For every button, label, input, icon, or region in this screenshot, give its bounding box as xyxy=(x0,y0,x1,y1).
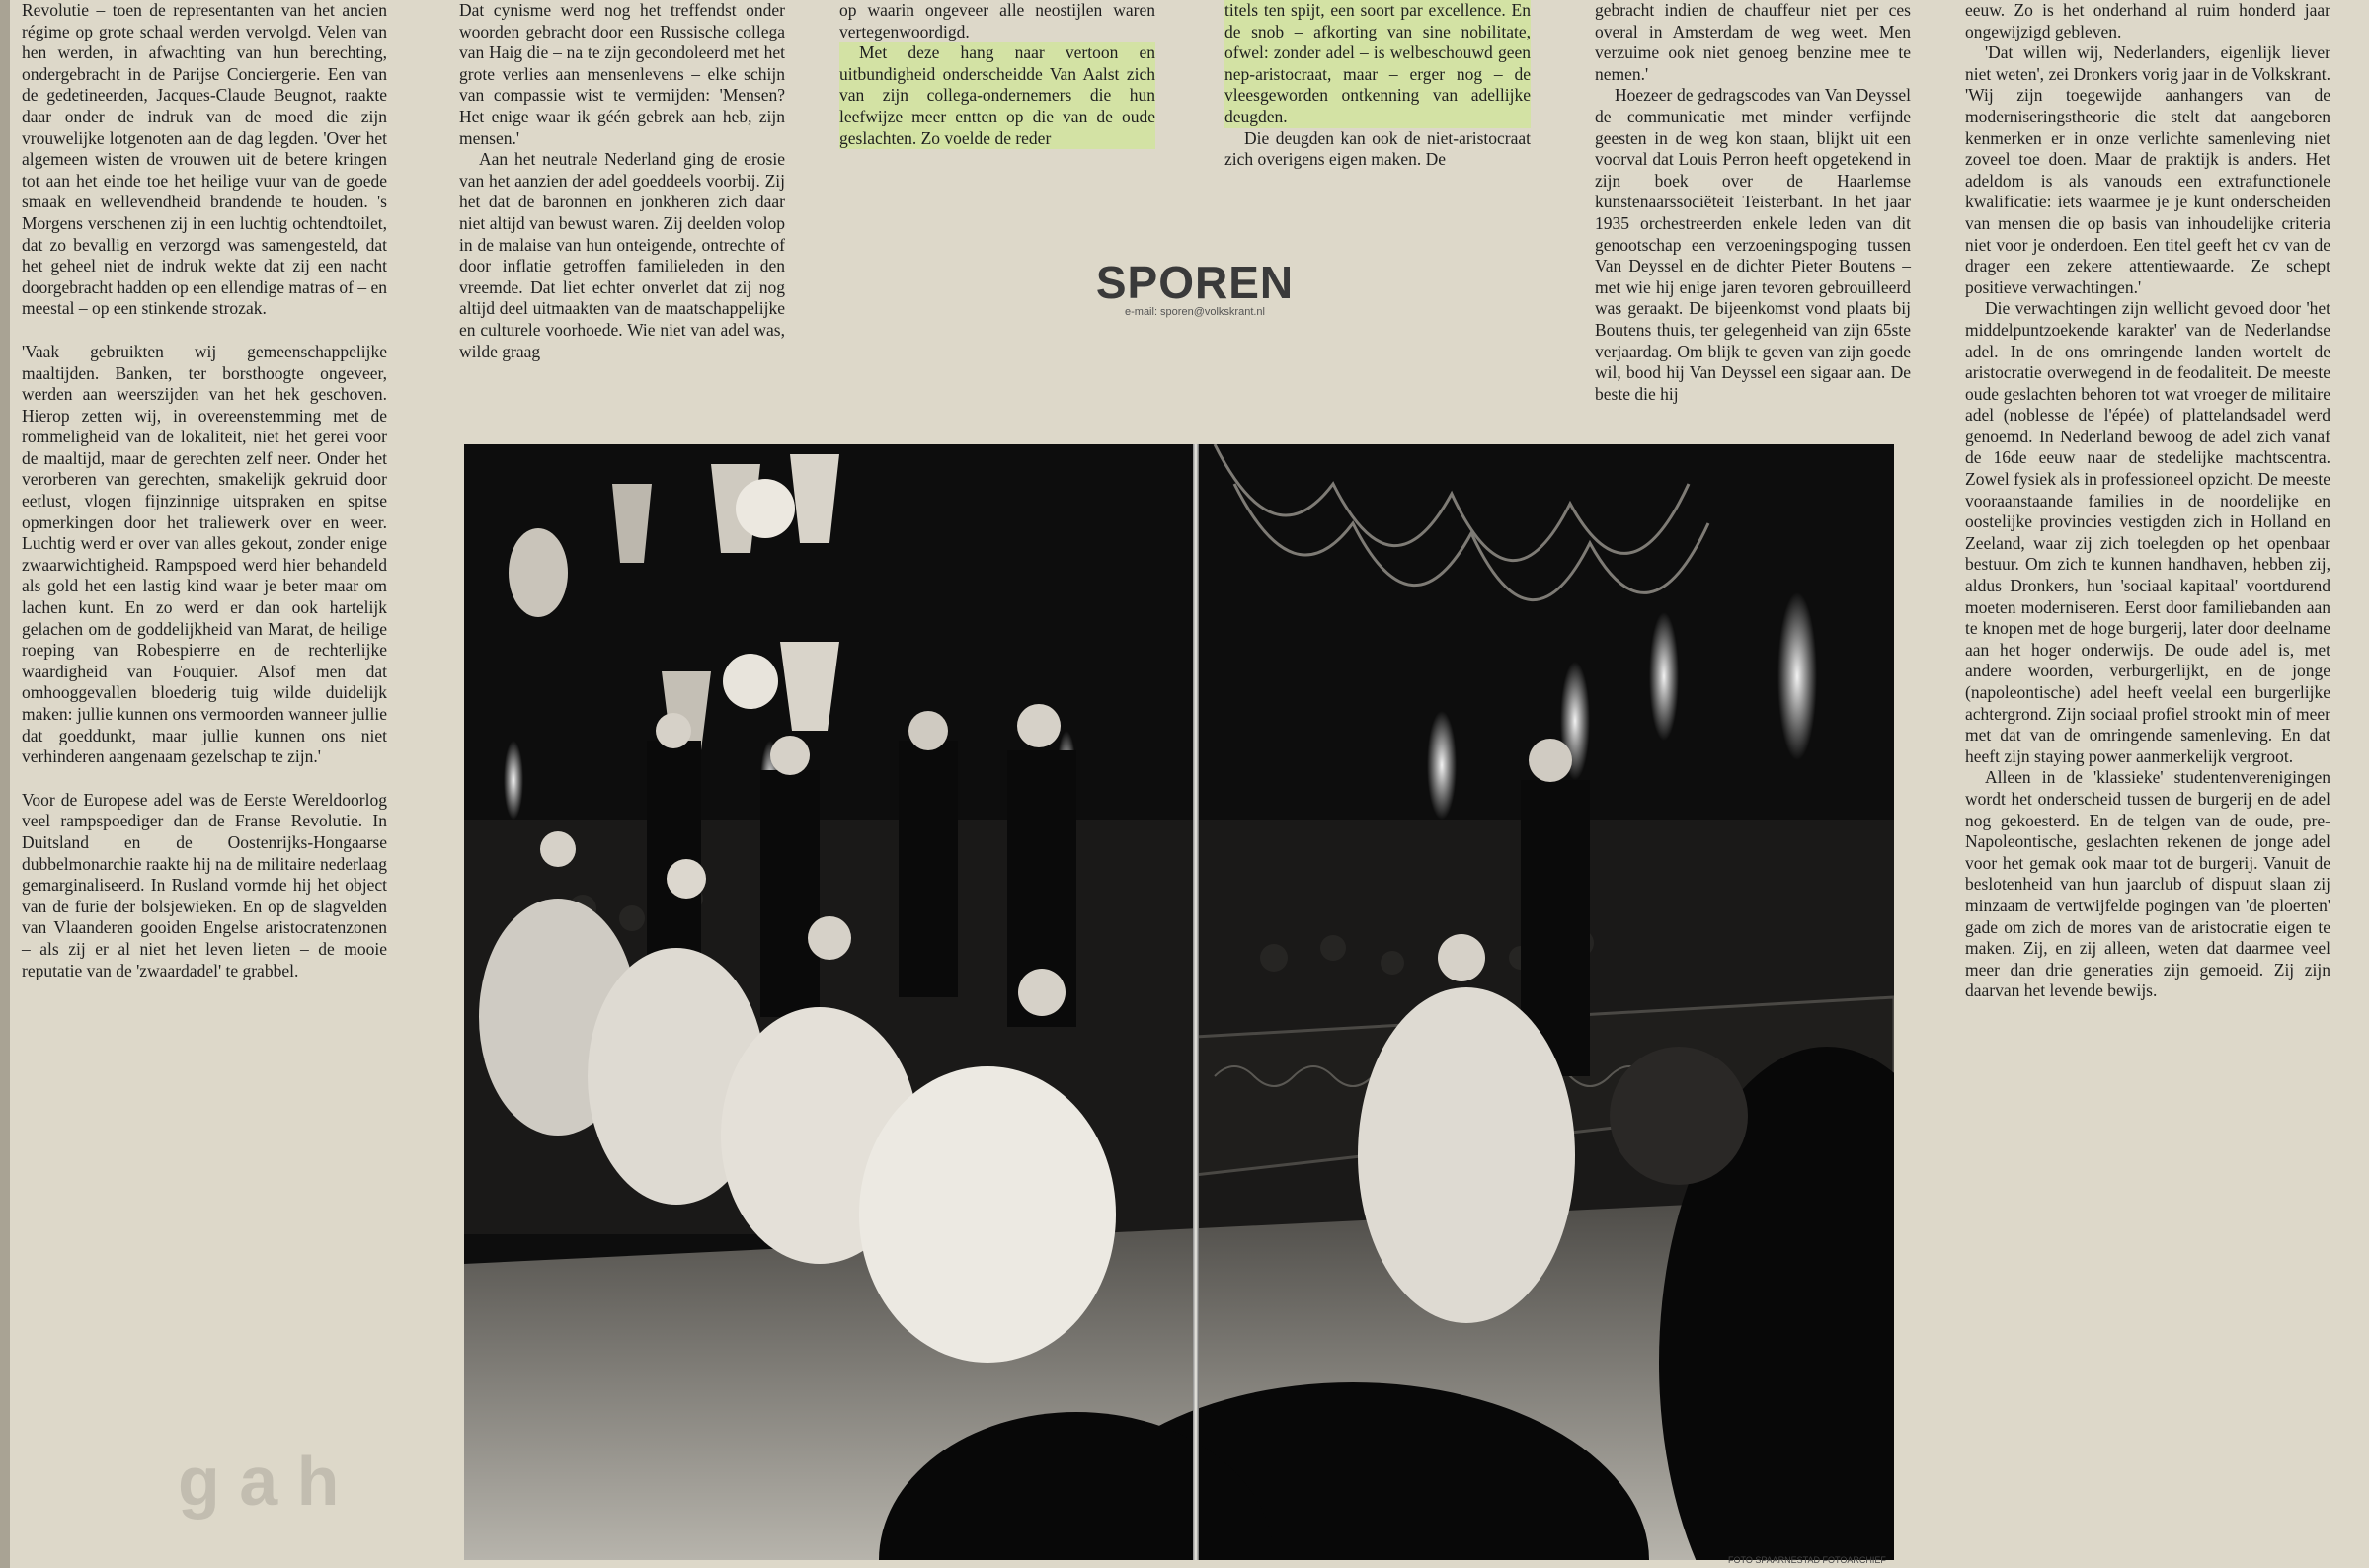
paragraph: Die deugden kan ook de niet-aristocraat zich overigens eigen maken. De xyxy=(1224,127,1531,170)
highlighted-paragraph: titels ten spijt, een soort par excellence. En de snob – afkorting van sine nobilitate, ofwel: zonder adel – is welbeschouwd geen nep-aristocraat, maar – erger nog – de vleesgeworden ontkenning van adellijke deugden. xyxy=(1224,0,1531,126)
paragraph: Hoezeer de gedragscodes van Van Deyssel de communicatie met minder verfijnde geesten in de weg kon staan, blijkt uit een voorval dat Louis Perron heeft opgetekend in zijn boek over de Haarlemse kunstenaarssociëteit Teisterbant. In het jaar 1935 orchestreerden enkele leden van dit genootschap een verzoeningspoging tussen Van Deyssel en de dichter Pieter Boutens – met wie hij enige jaren tevoren gebrouilleerd was geraakt. De bijeenkomst vond plaats bij Boutens thuis, ter gelegenheid van zijn 65ste verjaardag. Om blijk te geven van zijn goede wil, bood hij Van Deyssel een sigaar aan. De beste die hij xyxy=(1595,85,1911,404)
article-column-4 xyxy=(1224,0,1531,171)
photo-credit: FOTO SPAARNESTAD FOTOARCHIEF xyxy=(1728,1555,1886,1565)
paragraph: Dat cynisme werd nog het treffendst onder woorden gebracht door een Russische collega van Haig die – na te zijn gecondoleerd met het grote verlies aan mensenlevens – elke schijn van compassie wist te vermijden: 'Mensen? Het enige waar ik géén gebrek aan heb, zijn mensen.' xyxy=(459,0,785,148)
paragraph: Aan het neutrale Nederland ging de erosie van het aanzien der adel goeddeels voorbij. Zij het dat de baronnen en jonkheren zich daar niet altijd van bewust waren. Zij deelden volop in de malaise van hun onteigende, ontrechte of door inflatie getroffen familieleden in den vreemde. Dat liet echter onverlet dat zij nog altijd deel uitmaakten van de maatschappelijke en culturele voorhoede. Wie niet van adel was, wilde graag xyxy=(459,149,785,361)
paragraph: Alleen in de 'klassieke' studentenverenigingen wordt het onderscheid tussen de burgerij en de adel nog gekoesterd. En de telgen van de oude, pre-Napoleontische, geslachten rekenen de jonge adel voor het gemak ook maar tot de burgerij. Vanuit de beslotenheid van hun jaarclub of dispuut slaan zij minzaam de vertwijfelde pogingen van 'de ploerten' gade om zich de mores van de aristocratie eigen te maken. Zij, en zij alleen, weten dat daarmee veel meer dan drie generaties zijn gemoeid. Zij zijn daarvan het levende bewijs. xyxy=(1965,767,2330,1001)
paragraph: eeuw. Zo is het onderhand al ruim honderd jaar ongewijzigd gebleven. xyxy=(1965,0,2330,41)
paragraph: Die verwachtingen zijn wellicht gevoed door 'het middelpuntzoekende karakter' van de Nederlandse adel. In de ons omringende landen wortelt de aristocratie overwegend in de feodaliteit. De meeste oude geslachten behoren tot wat vroeger de militaire adel (noblesse de l'épée) of plattelandsadel werd genoemd. In Nederland bewoog de adel zich vanaf de 16de eeuw naar de stedelijke machtscentra. Zowel fysiek als in professioneel opzicht. De meeste vooraanstaande families in de noordelijke en oostelijke provincies vestigden zich in Holland en Zeeland, waar zij zich toelegden op het openbaar bestuur. Om zich te kunnen handhaven, hebben zij, aldus Dronkers, hun 'sociaal kapitaal' voortdurend moeten moderniseren. Eerst door familiebanden aan te knopen met de hoge burgerij, later door deelname aan het hoger onderwijs. De oude adel is, met andere woorden, verburgerlijkt, en de jonge (napoleontische) adel heeft veelal een burgerlijke achtergrond. Zijn sociaal profiel strookt min of meer met dat van de omringende samenleving. En dat heeft zijn staying power aanmerkelijk vergroot. xyxy=(1965,298,2330,766)
paragraph: 'Vaak gebruikten wij gemeenschappelijke maaltijden. Banken, ter borsthoogte ongeveer, werden aan weerszijden van het hek geschoven. Hierop zetten wij, in overeenstemming met de rommeligheid van de lokaliteit, niet het gerei voor de maaltijd, maar de gerechten zelf neer. Onder het verorberen van gerechten, smakelijk gekruid door eetlust, vlogen fijnzinnige uitspraken en spitse opmerkingen door het traliewerk over en weer. Luchtig werd er over van alles gekout, zonder enige zwaarwichtigheid. Rampspoed werd hier behandeld als gold het een lastig kind waar je beter maar om lachen kunt. En zo werd er dan ook hartelijk gelachen om de goddelijkheid van Marat, de heilige roeping van Robespierre en de rechterlijke waardigheid van Fouquier. Alsof men dat omhooggevallen bloederig tuig wilde duidelijk maken: jullie kunnen ons vermoorden wanneer jullie dat goeddunkt, maar jullie kunnen ons niet verhinderen aangenaam gezelschap te zijn.' xyxy=(22,341,387,767)
paragraph: op waarin ongeveer alle neostijlen waren vertegenwoordigd. xyxy=(839,0,1155,41)
article-column-2 xyxy=(459,0,785,362)
paragraph: Revolutie – toen de representanten van het ancien régime op grote schaal werden vervolgd. Velen van hen werden, in afwachting van hun berechting, ondergebracht in de Parijse Conciergerie. Een van de gedetineerden, Jacques-Claude Beugnot, raakte daar onder de indruk van de moed die zijn vrouwelijke lotgenoten aan de dag legden. 'Over het algemeen wisten de vrouwen uit de betere kringen tot aan het einde toe het heilige vuur van de goede smaak en wellevendheid brandende te houden. 's Morgens verschenen zij in een luchtig ochtendtoilet, dat zo bevallig en verzorgd was samengesteld, dat het geheel niet de indruk wekte dat zij een nacht doorgebracht hadden op een ellendige matras of – en meestal – op een stinkende strozak. xyxy=(22,0,387,319)
highlighted-paragraph: Met deze hang naar vertoon en uitbundigheid onderscheidde Van Aalst zich van zijn collega-ondernemers die hun leefwijze meer entten op die van de oude geslachten. Zo voelde de reder xyxy=(839,42,1155,148)
article-column-1 xyxy=(22,0,387,981)
article-column-3 xyxy=(839,0,1155,149)
bleedthrough-text: g a h xyxy=(178,1443,340,1520)
article-column-5 xyxy=(1595,0,1911,405)
section-masthead xyxy=(1076,259,1313,318)
page-fold xyxy=(1193,444,1199,1560)
section-email: e-mail: sporen@volkskrant.nl xyxy=(1125,306,1265,318)
debutante-ball-illustration xyxy=(464,444,1894,1560)
ballroom-photo xyxy=(464,444,1894,1560)
paragraph: 'Dat willen wij, Nederlanders, eigenlijk liever niet weten', zei Dronkers vorig jaar in de Volkskrant. 'Wij zijn toegewijde aanhangers van de moderniseringstheorie die stelt dat aangeboren kenmerken er in onze verlichte samenleving niet zoveel toe doen. Maar de praktijk is anders. Het adeldom is als vanouds een extrafunctionele kwalificatie: iets waarmee je je kunt onderscheiden van mensen die op basis van inhoudelijke criteria niet voor je onderdoen. Een titel geeft het cv van de drager een zekere attentiewaarde. Ze schept positieve verwachtingen.' xyxy=(1965,42,2330,297)
section-title: SPOREN xyxy=(1095,257,1295,308)
paragraph: gebracht indien de chauffeur niet per ces overal in Amsterdam de weg weet. Men verzuime ook niet genoeg benzine mee te nemen.' xyxy=(1595,0,1911,84)
article-column-6 xyxy=(1965,0,2330,1002)
paragraph: Voor de Europese adel was de Eerste Wereldoorlog veel rampspoediger dan de Franse Revolutie. In Duitsland en de Oostenrijks-Hongaarse dubbelmonarchie raakte hij na de militaire nederlaag gemarginaliseerd. In Rusland vormde hij het object van de furie der bolsjewieken. En op de slagvelden van Vlaanderen gooiden Engelse aristocratenzonen – als zij er al niet het leven lieten – de mooie reputatie van de 'zwaardadel' te grabbel. xyxy=(22,789,387,980)
paper-edge xyxy=(0,0,10,1568)
